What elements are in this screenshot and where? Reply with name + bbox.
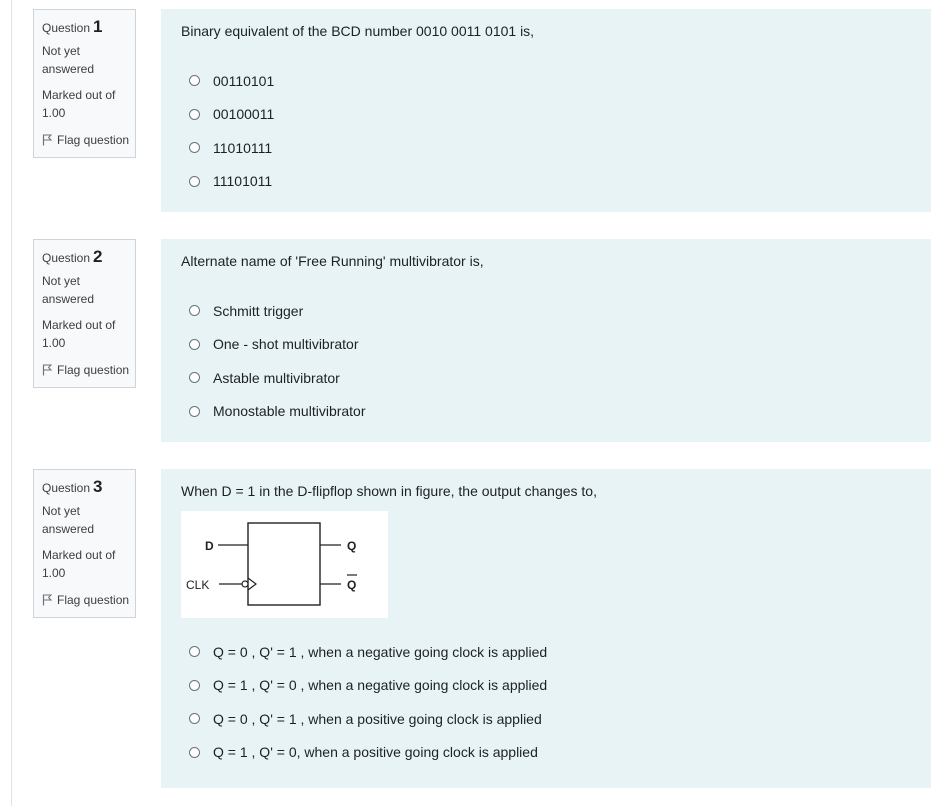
option-label: Q = 1 , Q' = 0, when a positive going clock is applied	[213, 744, 538, 761]
state-line-2: answered	[42, 62, 95, 76]
question-1-info	[33, 9, 136, 158]
answer-option-b[interactable]	[181, 98, 931, 132]
question-number	[42, 248, 135, 270]
d-flipflop-figure	[181, 511, 388, 618]
flag-icon	[42, 364, 52, 376]
question-3-info	[33, 469, 136, 618]
question-label: Question	[42, 251, 91, 265]
question-label: Question	[42, 21, 91, 35]
grade-line-2: 1.00	[42, 336, 66, 350]
flag-question-label: Flag question	[57, 363, 130, 377]
answer-option-c[interactable]	[181, 702, 931, 736]
answer-option-b[interactable]	[181, 669, 931, 703]
option-label: 11101011	[213, 173, 273, 190]
question-1-content	[161, 9, 931, 212]
radio-button[interactable]	[189, 680, 200, 691]
option-label: Q = 0 , Q' = 1 , when a negative going clock is applied	[213, 643, 548, 660]
radio-button[interactable]	[189, 713, 200, 724]
state-line-1: Not yet	[42, 274, 81, 288]
option-label: Q = 1 , Q' = 0 , when a negative going clock is applied	[213, 677, 548, 694]
state-line-1: Not yet	[42, 44, 81, 58]
grade-line-1: Marked out of	[42, 548, 116, 562]
answer-option-b[interactable]	[181, 328, 931, 362]
answer-option-a[interactable]	[181, 635, 931, 669]
question-state	[42, 42, 135, 78]
option-label: Monostable multivibrator	[213, 403, 366, 420]
answer-option-d[interactable]	[181, 395, 931, 429]
question-grade	[42, 316, 135, 352]
question-state	[42, 502, 135, 538]
radio-button[interactable]	[189, 305, 200, 316]
clk-input-label: CLK	[186, 578, 210, 592]
answer-option-c[interactable]	[181, 361, 931, 395]
grade-line-1: Marked out of	[42, 88, 116, 102]
question-2-content	[161, 239, 931, 442]
radio-button[interactable]	[189, 747, 200, 758]
question-number	[42, 18, 135, 40]
option-label: 11010111	[213, 139, 273, 156]
question-number-value: 2	[93, 247, 103, 266]
question-grade	[42, 546, 135, 582]
answer-option-a[interactable]	[181, 64, 931, 98]
grade-line-1: Marked out of	[42, 318, 116, 332]
answer-options	[181, 294, 931, 428]
question-state	[42, 272, 135, 308]
page-left-border	[11, 0, 12, 806]
flag-question-label: Flag question	[57, 133, 130, 147]
radio-button[interactable]	[189, 176, 200, 187]
answer-option-d[interactable]	[181, 165, 931, 199]
flag-question-link[interactable]	[42, 131, 135, 149]
question-2-info	[33, 239, 136, 388]
question-text: Alternate name of 'Free Running' multivibrator is,	[181, 253, 484, 269]
q-output-label: Q	[347, 539, 357, 553]
question-3-content	[161, 469, 931, 788]
option-label: 00100011	[213, 106, 275, 123]
state-line-2: answered	[42, 292, 95, 306]
answer-option-c[interactable]	[181, 131, 931, 165]
option-label: One - shot multivibrator	[213, 336, 359, 353]
radio-button[interactable]	[189, 646, 200, 657]
option-label: Astable multivibrator	[213, 369, 340, 386]
answer-option-a[interactable]	[181, 294, 931, 328]
d-input-label: D	[205, 539, 214, 553]
clk-inversion-bubble	[242, 581, 248, 587]
radio-button[interactable]	[189, 109, 200, 120]
flag-question-link[interactable]	[42, 591, 135, 609]
option-label: Q = 0 , Q' = 1 , when a positive going clock is applied	[213, 710, 542, 727]
state-line-1: Not yet	[42, 504, 81, 518]
option-label: 00110101	[213, 72, 275, 89]
flag-icon	[42, 134, 52, 146]
flipflop-box	[248, 523, 320, 605]
d-flipflop-diagram	[181, 511, 388, 618]
radio-button[interactable]	[189, 406, 200, 417]
flag-question-label: Flag question	[57, 593, 130, 607]
radio-button[interactable]	[189, 372, 200, 383]
answer-options	[181, 64, 931, 198]
radio-button[interactable]	[189, 142, 200, 153]
question-text: When D = 1 in the D-flipflop shown in figure, the output changes to,	[181, 483, 597, 499]
radio-button[interactable]	[189, 339, 200, 350]
answer-options	[181, 635, 931, 769]
answer-option-d[interactable]	[181, 736, 931, 770]
question-label: Question	[42, 481, 91, 495]
state-line-2: answered	[42, 522, 95, 536]
radio-button[interactable]	[189, 75, 200, 86]
qbar-output-label: Q	[347, 578, 357, 592]
option-label: Schmitt trigger	[213, 302, 304, 319]
question-text: Binary equivalent of the BCD number 0010 0011 0101 is,	[181, 23, 535, 39]
flag-icon	[42, 594, 52, 606]
grade-line-2: 1.00	[42, 566, 66, 580]
question-number	[42, 478, 135, 500]
grade-line-2: 1.00	[42, 106, 66, 120]
flag-question-link[interactable]	[42, 361, 135, 379]
question-number-value: 3	[93, 477, 103, 496]
question-number-value: 1	[93, 17, 103, 36]
clk-edge-triangle	[248, 578, 256, 590]
question-grade	[42, 86, 135, 122]
